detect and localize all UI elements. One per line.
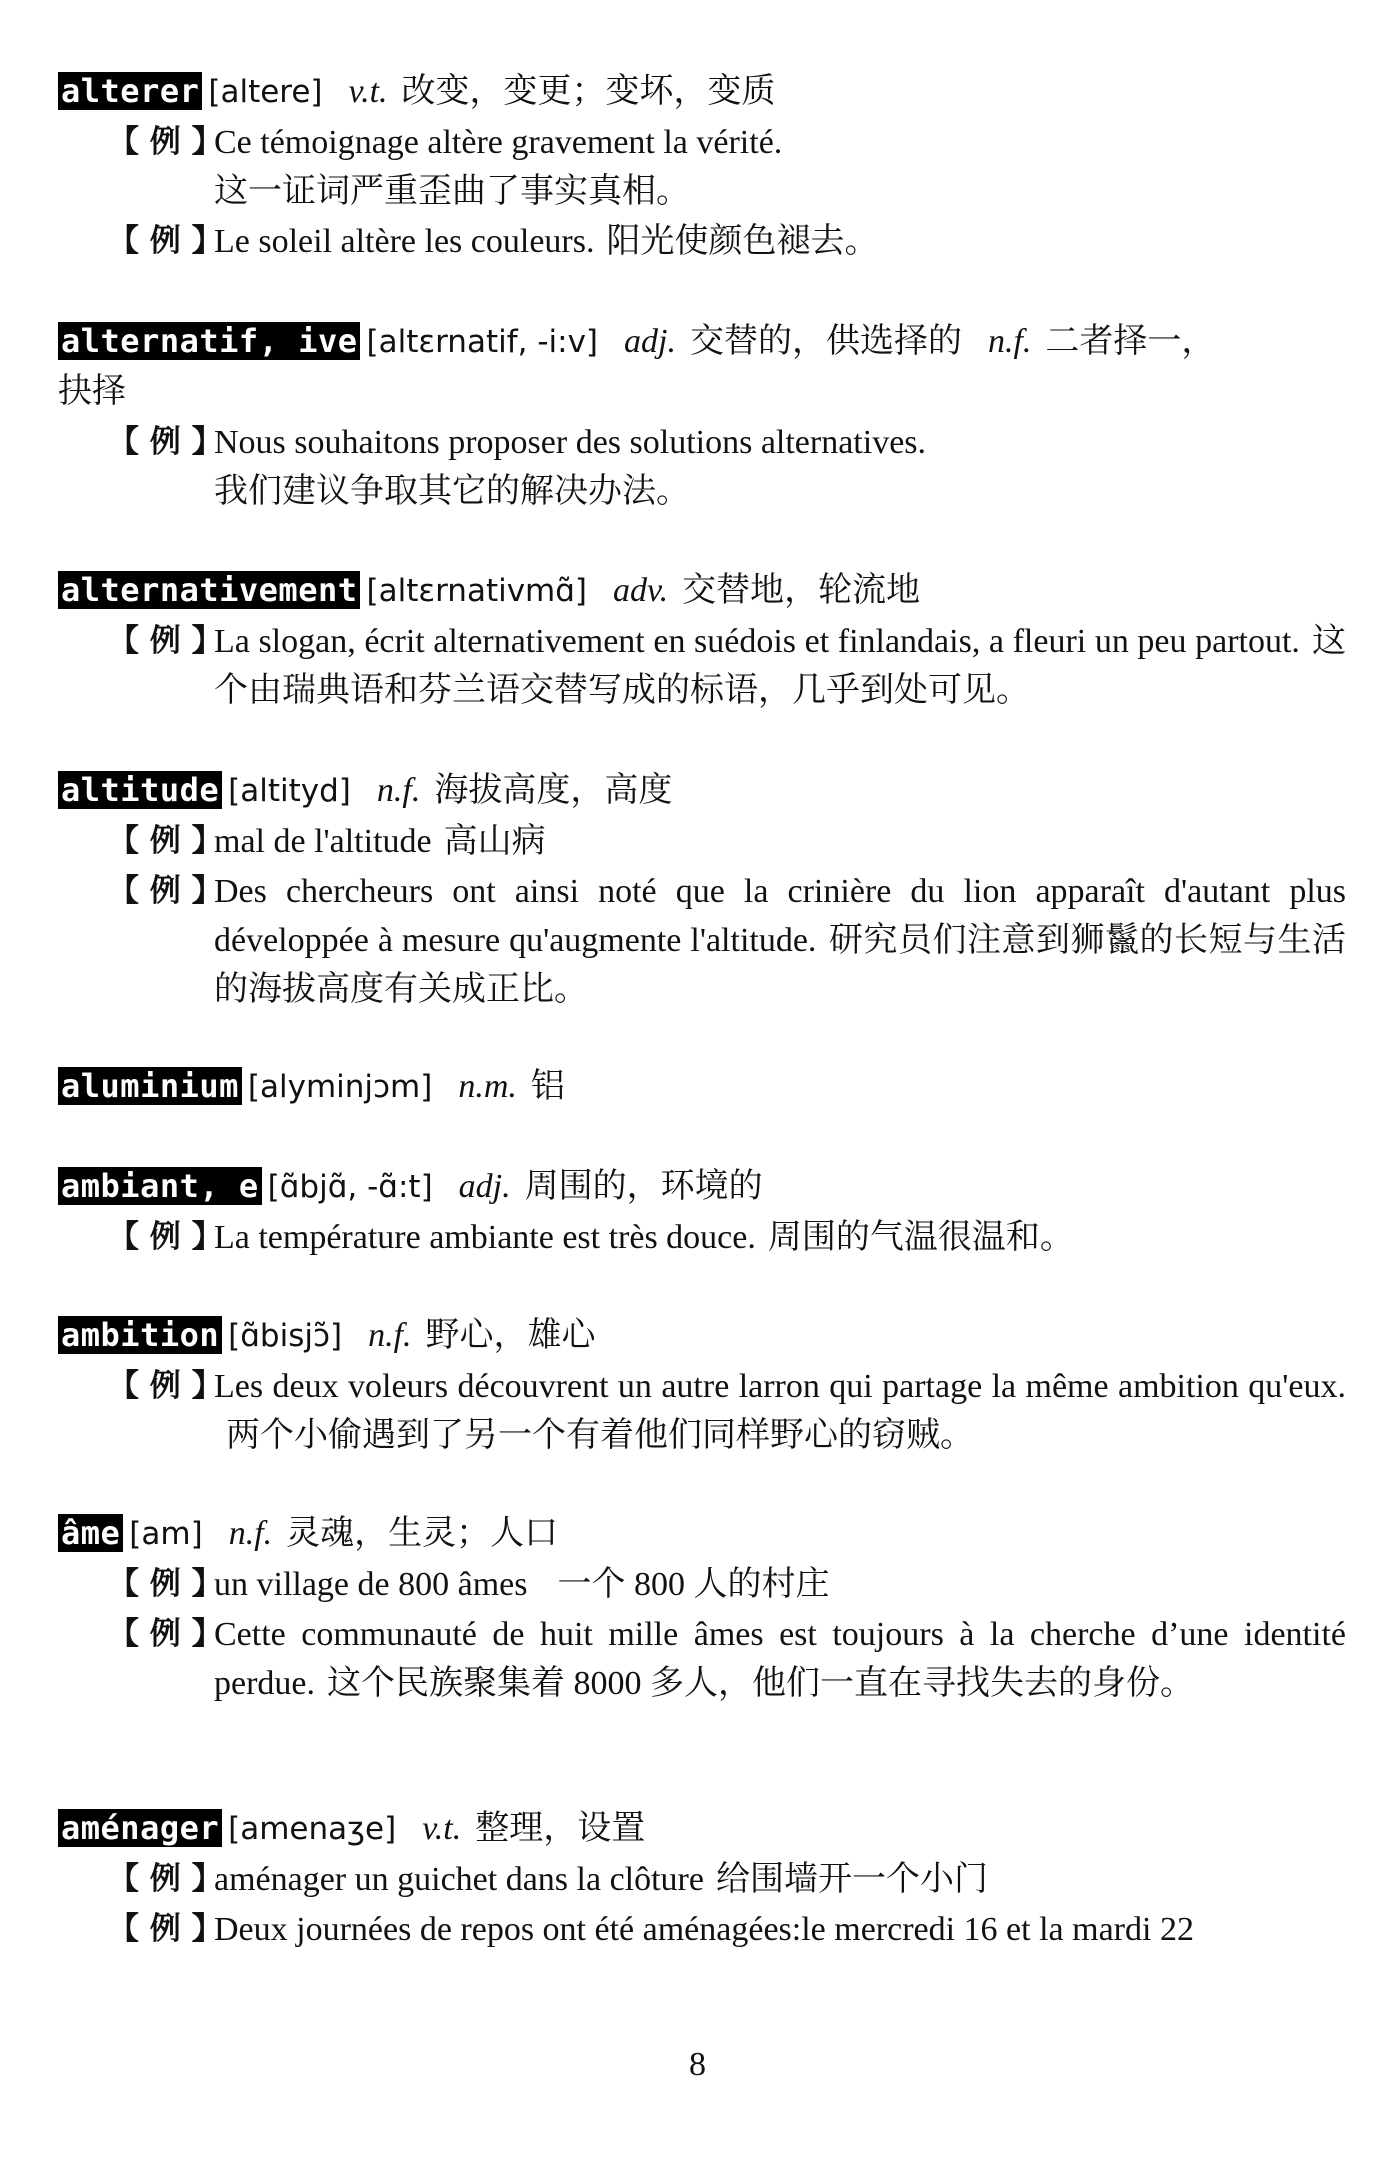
example-french: Le soleil altère les couleurs. (214, 223, 595, 260)
entry-alternatif (58, 316, 1358, 516)
pronunciation: [amenaʒe] (228, 1811, 397, 1847)
entry-amenager (58, 1803, 1358, 1954)
example-french: un village de 800 âmes (214, 1566, 528, 1603)
pronunciation: [ɑ̃bjɑ̃, -ɑ̃:t] (267, 1169, 433, 1205)
entry-head (58, 316, 1358, 417)
entry-alternativement (58, 565, 1358, 715)
example-chinese: 我们建议争取其它的解决办法。 (214, 473, 690, 510)
example-marker: 【 例 】 (108, 1566, 223, 1602)
part-of-speech: adj. (624, 323, 676, 360)
part-of-speech: v.t. (422, 1810, 462, 1847)
example-french: Ce témoignage altère gravement la vérité. (214, 124, 783, 161)
part-of-speech-2: n.f. (987, 323, 1032, 360)
gloss: 周围的，环境的 (524, 1168, 763, 1205)
pronunciation: [ɑ̃bisjɔ̃] (228, 1318, 343, 1354)
entry-ambiant (58, 1161, 1358, 1262)
example-french: La température ambiante est très douce. (214, 1219, 756, 1256)
example-marker: 【 例 】 (108, 1616, 223, 1652)
entry-head (58, 1310, 1358, 1361)
entry-head (58, 1161, 1358, 1212)
part-of-speech: n.f. (368, 1317, 412, 1354)
example-french: Nous souhaitons proposer des solutions alternatives. (214, 424, 927, 461)
pronunciation: [altɛrnativmɑ̃] (366, 573, 588, 609)
example-french: Cette communauté de huit mille âmes est toujours à la cherche d’une identité perdue. (214, 1616, 1346, 1702)
example-marker: 【 例 】 (108, 424, 223, 460)
example (58, 617, 1358, 715)
example-marker: 【 例 】 (108, 873, 223, 909)
pronunciation: [altityd] (228, 773, 351, 809)
pronunciation: [am] (129, 1516, 203, 1552)
example-marker: 【 例 】 (108, 1861, 223, 1897)
part-of-speech: n.f. (228, 1515, 273, 1552)
example (58, 418, 1358, 516)
gloss: 铝 (530, 1068, 565, 1105)
example-french: mal de l'altitude (214, 823, 432, 860)
entry-ambition (58, 1310, 1358, 1460)
example-chinese: 阳光使颜色褪去。 (606, 223, 879, 260)
page-number: 8 (689, 2046, 706, 2083)
example-chinese: 这个民族聚集着 8000 多人，他们一直在寻找失去的身份。 (327, 1665, 1195, 1702)
example-chinese: 给围墙开一个小门 (715, 1861, 988, 1898)
headword: aluminium (58, 1067, 242, 1105)
gloss: 灵魂，生灵；人口 (286, 1515, 559, 1552)
example-french: Deux journées de repos ont été aménagées:le mercredi 16 et la mardi 22 (214, 1911, 1194, 1948)
part-of-speech: n.f. (376, 772, 421, 809)
example-chinese: 两个小偷遇到了另一个有着他们同样野心的窃贼。 (226, 1417, 974, 1454)
headword: aménager (58, 1809, 222, 1847)
example (58, 217, 1358, 266)
entry-altitude (58, 765, 1358, 1014)
part-of-speech: adj. (458, 1168, 511, 1205)
example-marker: 【 例 】 (108, 1219, 223, 1255)
entry-head (58, 1061, 1358, 1112)
gloss: 交替的，供选择的 (689, 323, 962, 360)
gloss: 海拔高度，高度 (434, 772, 673, 809)
entry-alterer (58, 66, 1358, 266)
entry-aluminium (58, 1061, 1358, 1112)
entry-head (58, 1803, 1358, 1854)
pronunciation: [alyminjɔm] (247, 1069, 433, 1105)
part-of-speech: v.t. (348, 73, 388, 110)
example (58, 1905, 1358, 1954)
headword: alternatif, ive (58, 322, 360, 360)
example-chinese: 这个由瑞典语和芬兰语交替写成的标语，几乎到处可见。 (214, 623, 1347, 709)
example-french: La slogan, écrit alternativement en suédois et finlandais, a fleuri un peu partout. (214, 623, 1300, 660)
part-of-speech: adv. (613, 572, 669, 609)
example-french: Les deux voleurs découvrent un autre larron qui partage la même ambition qu'eux. (214, 1368, 1346, 1405)
pronunciation: [altɛrnatif, -i:v] (366, 324, 599, 360)
gloss: 整理，设置 (475, 1810, 646, 1847)
gloss: 野心，雄心 (425, 1317, 596, 1354)
headword: alternativement (58, 571, 360, 609)
example-chinese: 这一证词严重歪曲了事实真相。 (214, 173, 690, 210)
headword: altitude (58, 771, 222, 809)
headword: ambition (58, 1316, 222, 1354)
example (58, 867, 1358, 1014)
headword: âme (58, 1514, 123, 1552)
entry-ame (58, 1508, 1358, 1708)
gloss: 改变，变更；变坏，变质 (401, 73, 776, 110)
example (58, 1213, 1358, 1262)
entry-head (58, 1508, 1358, 1559)
gloss-2-continued: 抉择 (58, 373, 126, 410)
pronunciation: [altere] (208, 74, 323, 110)
example-chinese: 一个 800 人的村庄 (557, 1566, 830, 1603)
example-marker: 【 例 】 (108, 823, 223, 859)
gloss: 交替地，轮流地 (682, 572, 921, 609)
example (58, 1610, 1358, 1708)
example-marker: 【 例 】 (108, 623, 223, 659)
example-marker: 【 例 】 (108, 223, 223, 259)
entry-head (58, 565, 1358, 616)
entry-head (58, 66, 1358, 117)
entry-head (58, 765, 1358, 816)
example-french: aménager un guichet dans la clôture (214, 1861, 704, 1898)
example (58, 817, 1358, 866)
example-marker: 【 例 】 (108, 1368, 223, 1404)
example (58, 1855, 1358, 1904)
example (58, 118, 1358, 216)
example-chinese: 研究员们注意到狮鬣的长短与生活的海拔高度有关成正比。 (214, 922, 1346, 1008)
example-french: Des chercheurs ont ainsi noté que la crinière du lion apparaît d'autant plus développée à mesure qu'augmente l'altitude. (214, 873, 1346, 959)
headword: alterer (58, 72, 202, 110)
part-of-speech: n.m. (458, 1068, 517, 1105)
gloss-2: 二者择一， (1045, 323, 1216, 360)
headword: ambiant, e (58, 1167, 262, 1205)
example (58, 1560, 1358, 1609)
example-marker: 【 例 】 (108, 124, 223, 160)
example-chinese: 高山病 (443, 823, 546, 860)
example-marker: 【 例 】 (108, 1911, 223, 1947)
example (58, 1362, 1358, 1460)
example-chinese: 周围的气温很温和。 (767, 1219, 1074, 1256)
